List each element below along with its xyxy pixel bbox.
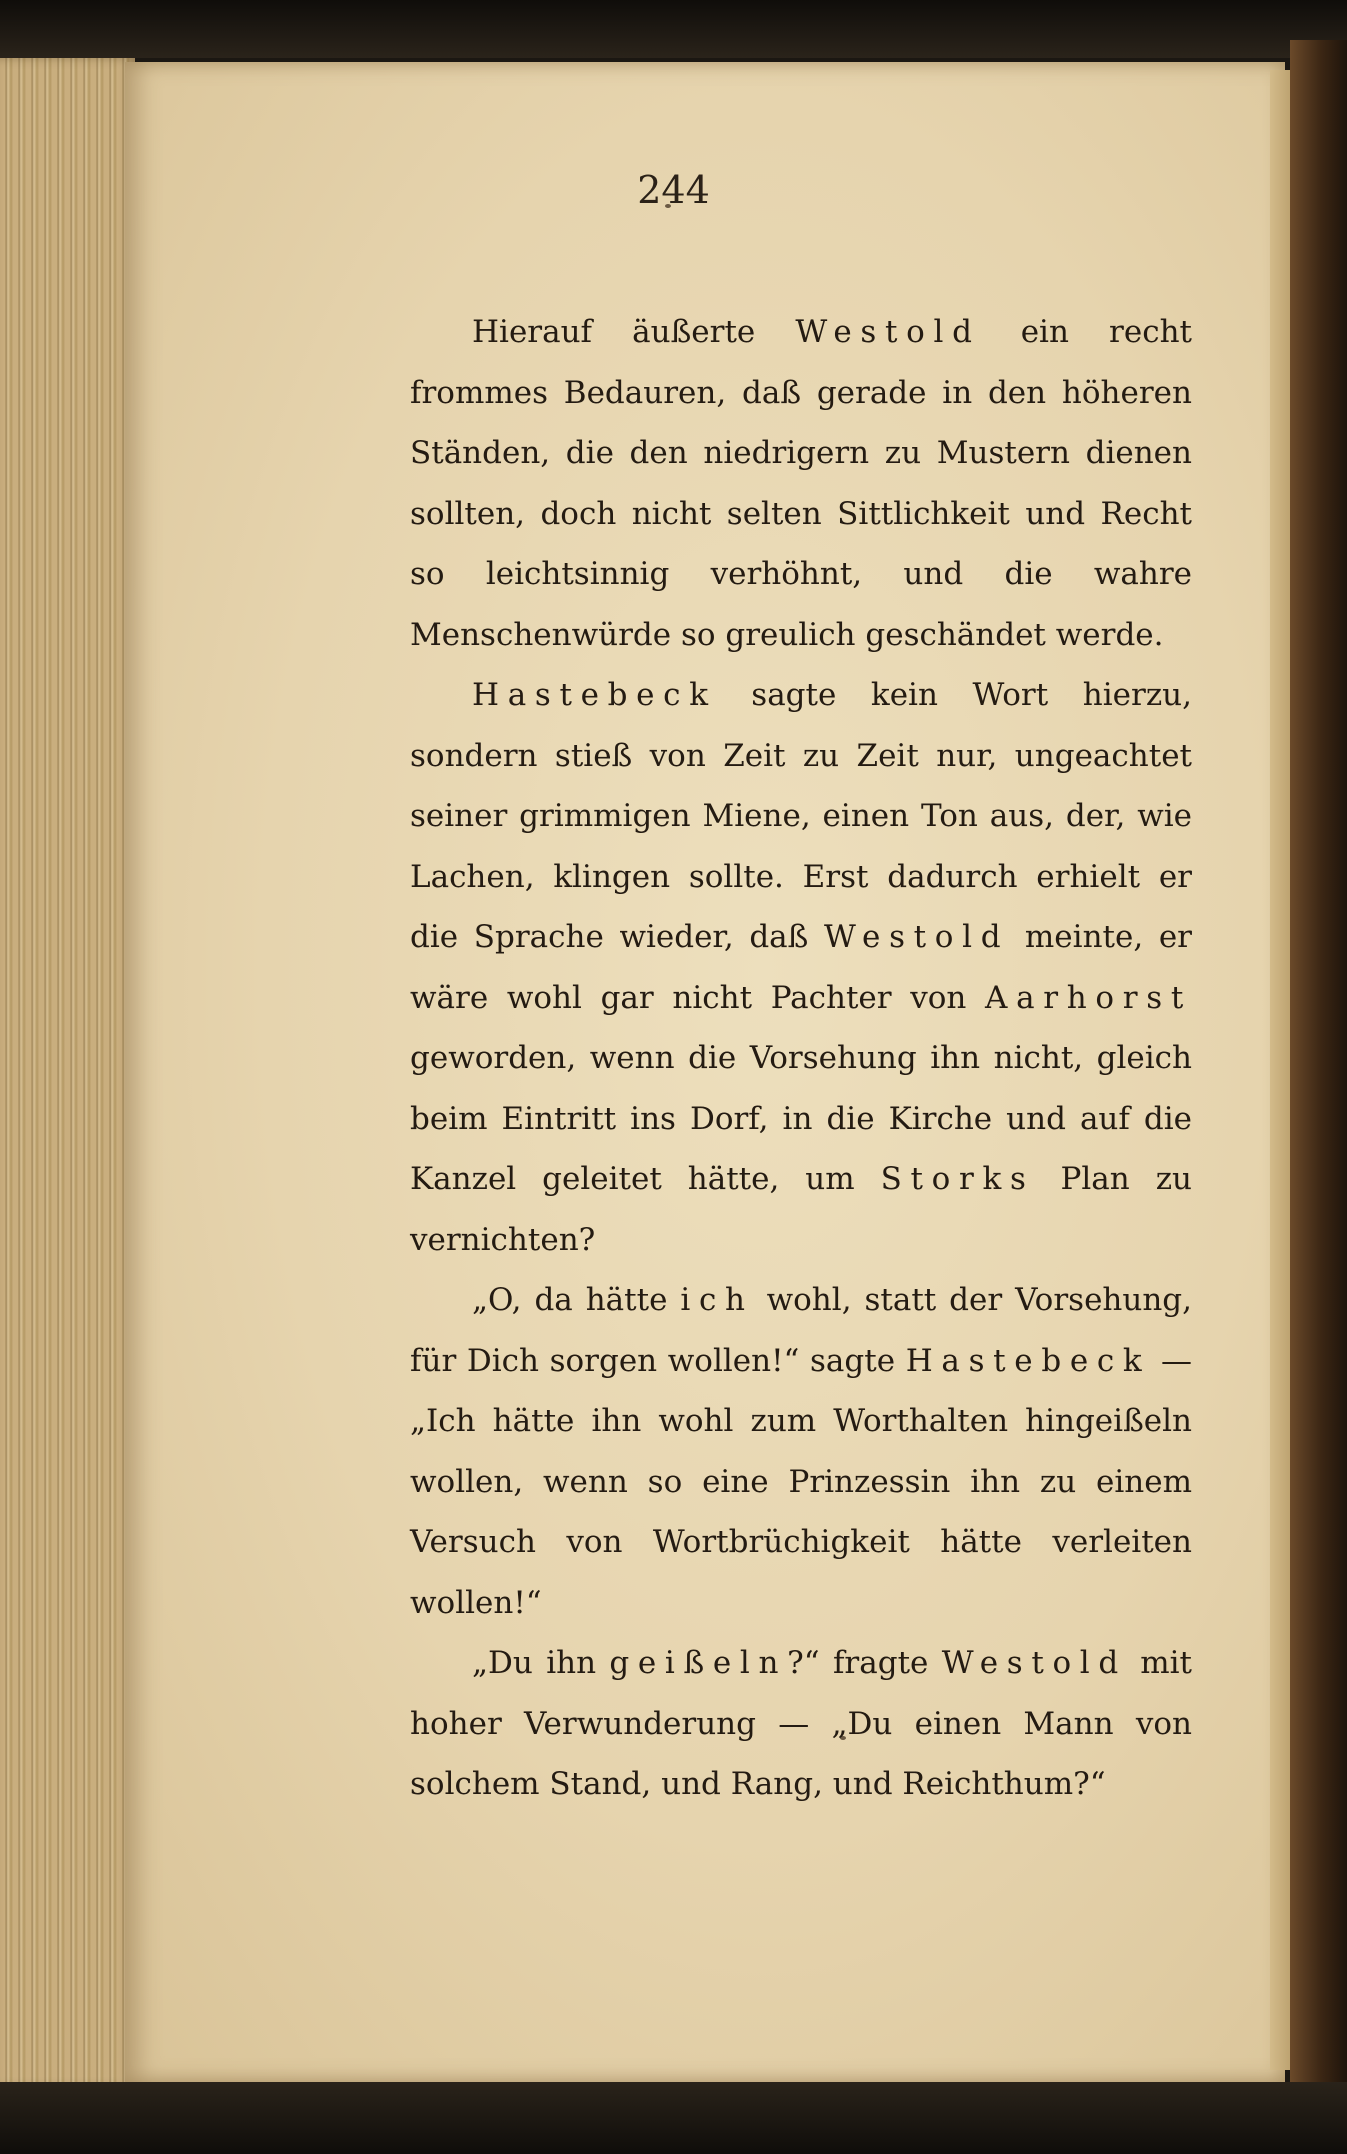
text-run: Hierauf äußerte xyxy=(472,314,796,350)
emphasized-name: Storks xyxy=(880,1161,1035,1197)
text-run: wohl, statt der Vorsehung, für Dich sorgen wollen!“ sagte xyxy=(410,1282,1193,1379)
text-run: meinte, er wäre wohl gar nicht Pachter von xyxy=(410,919,1192,1016)
paragraph xyxy=(410,1270,1192,1633)
paragraph xyxy=(410,1633,1192,1815)
emphasized-name: Westold xyxy=(824,919,1010,955)
emphasized-name: ich xyxy=(680,1282,754,1318)
emphasized-name: Hastebeck xyxy=(905,1342,1151,1379)
text-run: Plan zu vernichten? xyxy=(410,1161,1192,1258)
emphasized-name: Aarhorst xyxy=(985,979,1192,1016)
emphasized-name: Westold xyxy=(795,314,981,350)
text-run: mit hoher Verwunderung — „Du einen Mann von solchem Stand, und Rang, und Reichthum?“ xyxy=(410,1645,1192,1802)
text-run: ?“ fragte xyxy=(787,1645,942,1681)
text-run: geworden, wenn die Vorsehung ihn nicht, gleich beim Eintritt ins Dorf, in die Kirche und auf die Kanzel geleitet hätte, um xyxy=(410,1040,1192,1197)
body-text xyxy=(410,302,1192,1815)
paragraph xyxy=(410,665,1192,1270)
emphasized-name: Westold xyxy=(941,1645,1127,1681)
book-binding xyxy=(1290,40,1347,2100)
page-number: 244 xyxy=(637,168,710,212)
stacked-page-edges xyxy=(0,58,135,2088)
scanner-bed-bottom xyxy=(0,2082,1347,2154)
text-run: — „Ich hätte ihn wohl zum Worthalten hingeißeln wollen, wenn so eine Prinzessin ihn zu einem Versuch von Wortbrüchigkeit hätte verleiten wollen!“ xyxy=(410,1342,1192,1621)
paragraph xyxy=(410,302,1192,665)
emphasized-name: geißeln xyxy=(609,1645,788,1681)
scanner-bed-top xyxy=(0,0,1347,58)
text-run: sagte kein Wort hierzu, sondern stieß von Zeit zu Zeit nur, ungeachtet seiner grimmigen Miene, einen Ton aus, der, wie Lachen, klingen sollte. Erst dadurch erhielt er die Sprache wieder, daß xyxy=(410,677,1192,955)
text-run: „Du ihn xyxy=(472,1645,610,1681)
emphasized-name: Hastebeck xyxy=(472,677,717,713)
text-run: ein recht frommes Bedauren, daß gerade in den höheren Ständen, die den niedrigern zu Mustern dienen sollten, doch nicht selten Sittlichkeit und Recht so leichtsinnig verhöhnt, und die wahre Menschenwürde so greulich geschändet werde. xyxy=(410,314,1192,653)
text-run: „O, da hätte xyxy=(472,1282,681,1318)
